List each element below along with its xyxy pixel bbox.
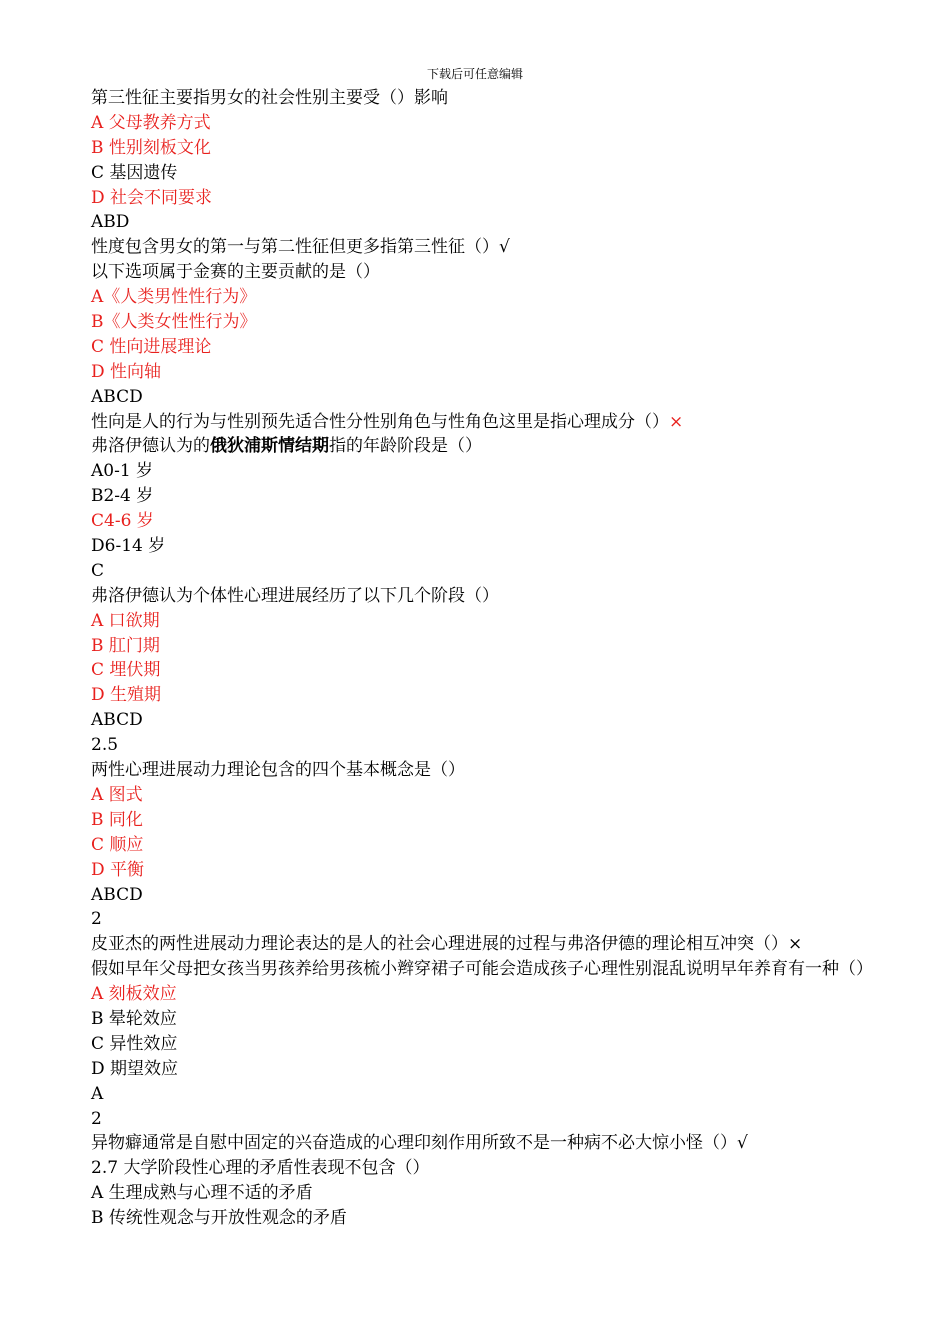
answer-option-text: A 父母教养方式 (91, 112, 211, 133)
text-line (60, 1206, 890, 1231)
line-text: 第三性征主要指男女的社会性别主要受（）影响 (91, 88, 448, 108)
line-text: D6-14 岁 (91, 536, 166, 557)
text-line (60, 86, 890, 111)
line-text: ABCD (91, 710, 143, 731)
text-line (60, 708, 890, 733)
text-line (60, 883, 890, 908)
text-line (60, 783, 890, 808)
line-text: 2 (91, 909, 102, 930)
line-text: A0-1 岁 (91, 461, 154, 482)
line-text: ABD (91, 212, 130, 233)
line-text: B2-4 岁 (91, 486, 154, 507)
text-line (60, 335, 890, 360)
bold-term: 俄狄浦斯情结期 (210, 436, 329, 457)
answer-option-text: A 口欲期 (91, 610, 160, 631)
text-line (60, 559, 890, 584)
line-text: 弗洛伊德认为个体性心理进展经历了以下几个阶段（） (91, 585, 499, 606)
line-text: C (91, 560, 105, 581)
text-line (60, 683, 890, 708)
answer-option-text: C 性向进展理论 (91, 336, 212, 357)
answer-option-text: A 刻板效应 (91, 984, 177, 1005)
text-line (60, 1057, 890, 1082)
text-line (60, 982, 890, 1007)
text-line (60, 1156, 890, 1181)
text-line (60, 584, 890, 609)
text-line (60, 833, 890, 858)
text-line (60, 111, 890, 136)
text-line (60, 484, 890, 509)
text-line (60, 658, 890, 683)
text-line (60, 161, 890, 186)
line-text: C 异性效应 (91, 1033, 178, 1054)
line-text: 弗洛伊德认为的 (91, 436, 210, 457)
answer-option-text: C 埋伏期 (91, 660, 161, 681)
answer-option-text: B 性别刻板文化 (91, 137, 211, 158)
text-line (60, 609, 890, 634)
answer-option-text: B 同化 (91, 809, 143, 830)
line-text: A 生理成熟与心理不适的矛盾 (91, 1183, 313, 1204)
text-line (60, 808, 890, 833)
line-text: 性度包含男女的第一与第二性征但更多指第三性征（）√ (91, 237, 510, 258)
text-line (60, 733, 890, 758)
answer-option-text: A 图式 (91, 784, 143, 805)
text-line (60, 1107, 890, 1132)
line-text: D 期望效应 (91, 1058, 179, 1079)
text-line (60, 1082, 890, 1107)
text-line (60, 1007, 890, 1032)
text-line (60, 434, 890, 459)
answer-option-text: D 生殖期 (91, 685, 162, 706)
text-line (60, 285, 890, 310)
line-text: 以下选项属于金赛的主要贡献的是（） (91, 262, 380, 283)
line-text: 2.5 (91, 735, 119, 756)
answer-option-text: D 平衡 (91, 859, 145, 880)
text-line (60, 459, 890, 484)
text-line (60, 210, 890, 235)
answer-option-text: A《人类男性性行为》 (91, 287, 257, 308)
line-text: 皮亚杰的两性进展动力理论表达的是人的社会心理进展的过程与弗洛伊德的理论相互冲突（）× (91, 934, 803, 955)
text-line (60, 509, 890, 534)
document-body (60, 86, 890, 1231)
answer-option-text: D 性向轴 (91, 361, 162, 382)
text-line (60, 634, 890, 659)
text-line (60, 932, 890, 957)
line-text: 2.7 大学阶段性心理的矛盾性表现不包含（） (91, 1158, 430, 1179)
text-line (60, 1131, 890, 1156)
text-line (60, 1032, 890, 1057)
text-line (60, 260, 890, 285)
text-line (60, 136, 890, 161)
line-text-rest: 指的年龄阶段是（） (329, 436, 482, 457)
line-text: 两性心理进展动力理论包含的四个基本概念是（） (91, 760, 465, 781)
text-line (60, 235, 890, 260)
line-text: C 基因遗传 (91, 162, 178, 183)
text-line (60, 385, 890, 410)
text-line (60, 410, 890, 435)
text-line (60, 1181, 890, 1206)
text-line (60, 186, 890, 211)
text-line (60, 907, 890, 932)
answer-option-text: D 社会不同要求 (91, 187, 213, 208)
line-text: 假如早年父母把女孩当男孩养给男孩梳小辫穿裙子可能会造成孩子心理性别混乱说明早年养育有一种（） (91, 959, 873, 980)
text-line (60, 957, 890, 982)
line-text: A (91, 1083, 104, 1104)
line-text: ABCD (91, 386, 143, 407)
answer-option-text: C 顺应 (91, 834, 144, 855)
line-text: 性向是人的行为与性别预先适合性分性别角色与性角色这里是指心理成分（） (91, 411, 669, 432)
line-text: B 晕轮效应 (91, 1008, 177, 1029)
answer-option-text: C4-6 岁 (91, 511, 154, 532)
line-text: B 传统性观念与开放性观念的矛盾 (91, 1208, 347, 1229)
answer-option-text: B 肛门期 (91, 635, 160, 656)
text-line (60, 360, 890, 385)
page-header: 下载后可任意编辑 (426, 67, 523, 81)
text-line (60, 310, 890, 335)
text-line (60, 858, 890, 883)
false-mark-icon: × (669, 411, 684, 432)
line-text: 2 (91, 1108, 102, 1129)
line-text: 异物癖通常是自慰中固定的兴奋造成的心理印刻作用所致不是一种病不必大惊小怪（）√ (91, 1133, 748, 1154)
line-text: ABCD (91, 884, 143, 905)
text-line (60, 534, 890, 559)
answer-option-text: B《人类女性性行为》 (91, 312, 257, 333)
text-line (60, 758, 890, 783)
